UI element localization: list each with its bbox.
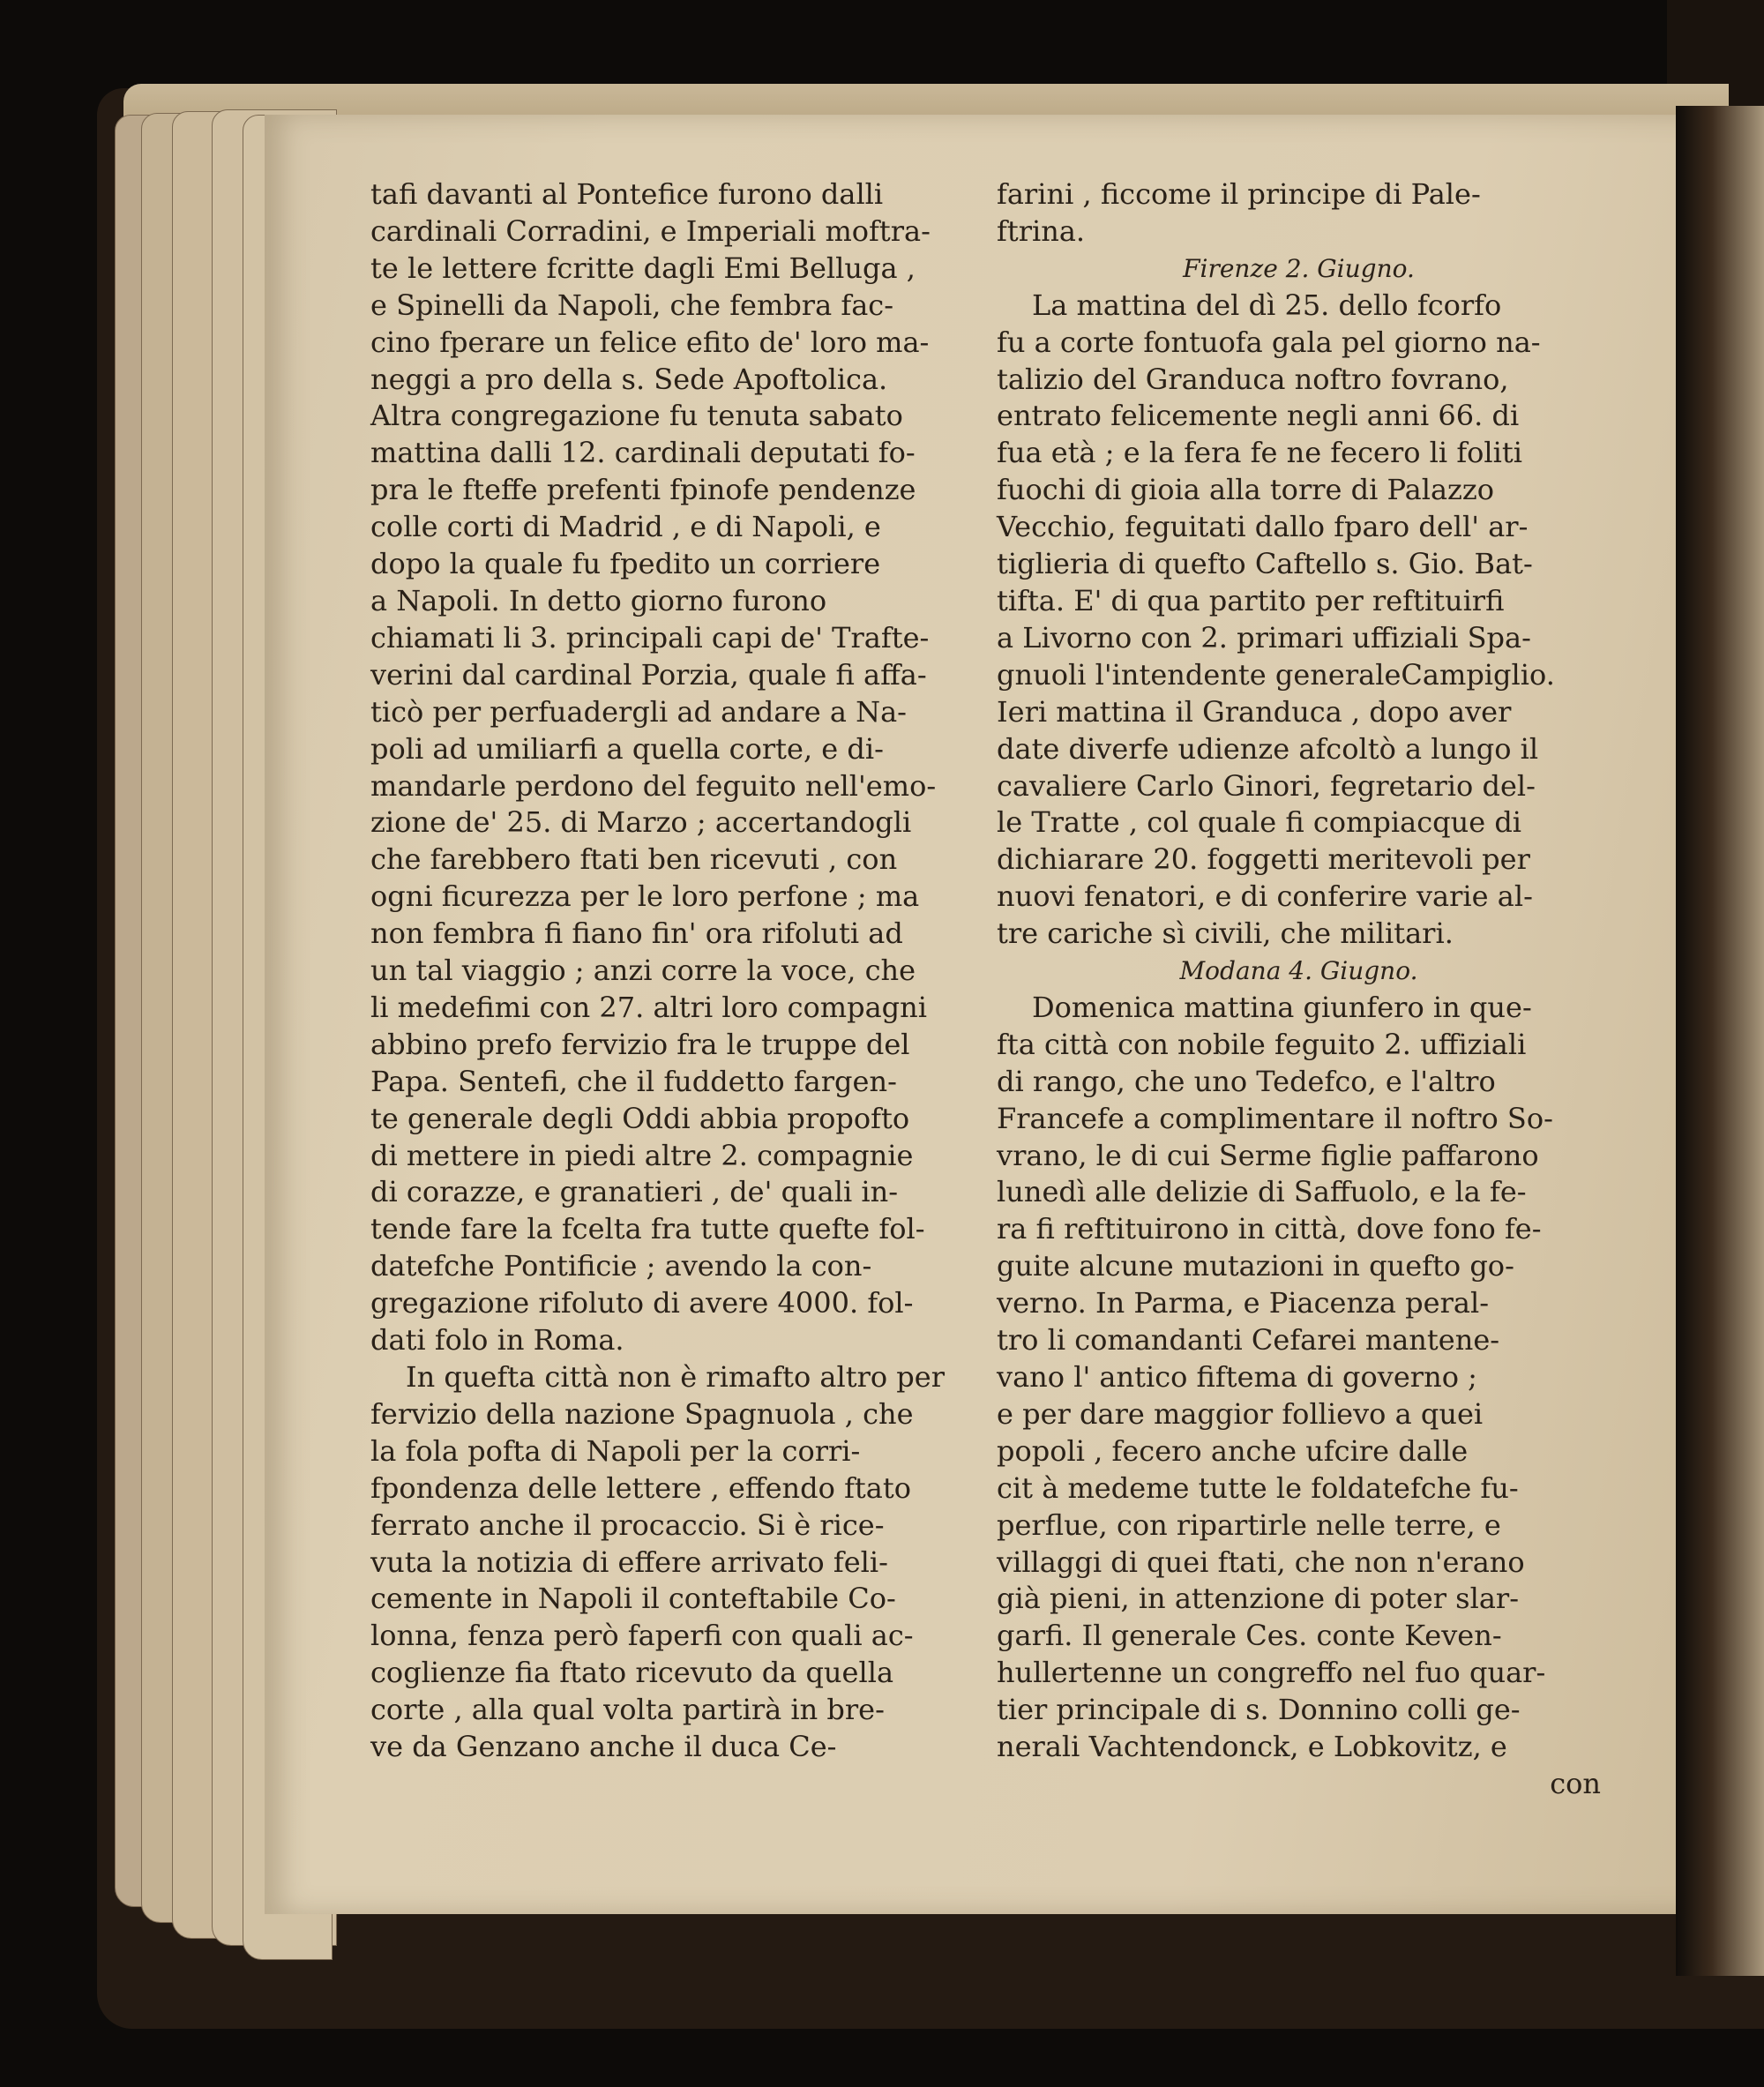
text-line: corte , alla qual volta partirà in bre- (370, 1693, 885, 1727)
text-line: le Tratte , col quale fi compiacque di (997, 805, 1522, 840)
text-line: la fola pofta di Napoli per la corri- (370, 1433, 861, 1468)
text-line: tier principale di s. Donnino colli ge- (997, 1693, 1521, 1727)
text-line: La mattina del dì 25. dello fcorfo (1032, 288, 1502, 322)
text-line: che farebbero ftati ben ricevuti , con (370, 842, 898, 877)
text-line: non fembra fi fiano fin' ora rifoluti ad (370, 916, 903, 951)
text-line: tafi davanti al Pontefice furono dalli (370, 177, 884, 211)
text-line: villaggi di quei ftati, che non n'erano (997, 1545, 1525, 1579)
text-line: ra fi reftituirono in città, dove fono fe- (997, 1212, 1542, 1246)
text-line: hullertenne un congreffo nel fuo quar- (997, 1656, 1546, 1690)
text-line: e per dare maggior follievo a quei (997, 1396, 1484, 1431)
text-line: datefche Pontificie ; avendo la con- (370, 1249, 872, 1283)
text-line: chiamati li 3. principali capi de' Trafte- (370, 620, 930, 655)
text-line: e Spinelli da Napoli, che fembra fac- (370, 288, 893, 322)
text-line: fta città con nobile feguito 2. uffiziali (997, 1027, 1527, 1061)
text-line: cino fperare un felice efito de' loro ma- (370, 325, 930, 359)
text-line: verini dal cardinal Porzia, quale fi affa- (370, 657, 927, 692)
text-line: fpondenza delle lettere , effendo ftato (370, 1470, 911, 1505)
text-line: di rango, che uno Tedefco, e l'altro (997, 1064, 1496, 1098)
text-line: ve da Genzano anche il duca Ce- (370, 1730, 837, 1764)
text-line: talizio del Granduca noftro fovrano, (997, 362, 1509, 396)
text-line: coglienze fia ftato ricevuto da quella (370, 1656, 894, 1690)
text-line: Vecchio, feguitati dallo fparo dell' ar- (997, 510, 1529, 544)
text-line: fuochi di gioia alla torre di Palazzo (997, 473, 1494, 507)
text-line: nuovi fenatori, e di conferire varie al- (997, 879, 1533, 914)
text-line: tifta. E' di qua partito per reftituirfi (997, 583, 1505, 617)
text-line: cardinali Corradini, e Imperiali moftra- (370, 213, 931, 248)
facing-page-gutter (1676, 106, 1764, 1976)
text-line: fua età ; e la fera fe ne fecero li foliti (997, 436, 1522, 470)
text-line: pra le fteffe prefenti fpinofe pendenze (370, 473, 916, 507)
text-line: dati folo in Roma. (370, 1323, 624, 1358)
text-line: già pieni, in attenzione di poter slar- (997, 1582, 1519, 1616)
text-line: ogni ficurezza per le loro perfone ; ma (370, 879, 920, 914)
text-line: li medefimi con 27. altri loro compagni (370, 990, 927, 1024)
text-line: dopo la quale fu fpedito un corriere (370, 547, 881, 581)
text-line: verno. In Parma, e Piacenza peral- (997, 1286, 1489, 1320)
text-line: cit à medeme tutte le foldatefche fu- (997, 1470, 1519, 1505)
text-line: Altra congregazione fu tenuta sabato (370, 399, 903, 433)
catchword: con (1550, 1766, 1601, 1800)
text-line: te generale degli Oddi abbia propofto (370, 1101, 910, 1135)
text-line: entrato felicemente negli anni 66. di (997, 399, 1520, 433)
text-line: vuta la notizia di effere arrivato feli- (370, 1545, 888, 1579)
text-line: mattina dalli 12. cardinali deputati fo- (370, 436, 916, 470)
text-line: fervizio della nazione Spagnuola , che (370, 1396, 914, 1431)
left-text-column (370, 176, 970, 1766)
text-line: ferrato anche il procaccio. Si è rice- (370, 1507, 885, 1542)
text-line: Ieri mattina il Granduca , dopo aver (997, 694, 1512, 729)
text-line: tro li comandanti Cefarei mantene- (997, 1323, 1500, 1358)
text-line: dichiarare 20. foggetti meritevoli per (997, 842, 1530, 877)
text-line: perflue, con ripartirle nelle terre, e (997, 1507, 1501, 1542)
dateline-heading-firenze: Firenze 2. Giugno. (1183, 253, 1415, 283)
text-line: cemente in Napoli il conteftabile Co- (370, 1582, 896, 1616)
text-line: vano l' antico fiftema di governo ; (997, 1360, 1477, 1394)
text-line: Domenica mattina giunfero in que- (1032, 990, 1532, 1024)
text-line: di mettere in piedi altre 2. compagnie (370, 1138, 914, 1172)
text-line: ftrina. (997, 213, 1086, 248)
text-line: poli ad umiliarfi a quella corte, e di- (370, 731, 884, 766)
text-line: mandarle perdono del feguito nell'emo- (370, 768, 937, 803)
text-line: neggi a pro della s. Sede Apoftolica. (370, 362, 888, 396)
text-line: tre cariche sì civili, che militari. (997, 916, 1454, 951)
dateline-heading-modana: Modana 4. Giugno. (1179, 956, 1418, 986)
text-line: fu a corte fontuofa gala pel giorno na- (997, 325, 1541, 359)
right-text-column (997, 176, 1601, 1803)
text-line: Papa. Sentefi, che il fuddetto fargen- (370, 1064, 897, 1098)
text-line: ticò per perfuadergli ad andare a Na- (370, 694, 907, 729)
text-line: tiglieria di quefto Caftello s. Gio. Bat- (997, 547, 1533, 581)
text-line: colle corti di Madrid , e di Napoli, e (370, 510, 881, 544)
text-line: a Napoli. In detto giorno furono (370, 583, 827, 617)
text-line: te le lettere fcritte dagli Emi Belluga , (370, 251, 916, 285)
text-line: di corazze, e granatieri , de' quali in- (370, 1175, 899, 1209)
text-line: abbino prefo fervizio fra le truppe del (370, 1027, 910, 1061)
text-line: date diverfe udienze afcoltò a lungo il (997, 731, 1539, 766)
text-line: popoli , fecero anche ufcire dalle (997, 1433, 1469, 1468)
text-line: gnuoli l'intendente generaleCampiglio. (997, 657, 1555, 692)
text-line: lunedì alle delizie di Saffuolo, e la fe- (997, 1175, 1527, 1209)
text-line: farini , ficcome il principe di Pale- (997, 177, 1481, 211)
text-line: vrano, le di cui Serme figlie paffarono (997, 1138, 1539, 1172)
text-line: lonna, fenza però faperfi con quali ac- (370, 1619, 914, 1653)
text-line: cavaliere Carlo Ginori, fegretario del- (997, 768, 1536, 803)
text-line: In quefta città non è rimafto altro per (406, 1360, 946, 1394)
text-line: tende fare la fcelta fra tutte quefte fol- (370, 1212, 925, 1246)
text-line: garfi. Il generale Ces. conte Keven- (997, 1619, 1502, 1653)
text-line: guite alcune mutazioni in quefto go- (997, 1249, 1514, 1283)
text-line: zione de' 25. di Marzo ; accertandogli (370, 805, 912, 840)
text-line: gregazione rifoluto di avere 4000. fol- (370, 1286, 914, 1320)
text-line: a Livorno con 2. primari uffiziali Spa- (997, 620, 1531, 655)
text-line: Francefe a complimentare il noftro So- (997, 1101, 1553, 1135)
text-line: un tal viaggio ; anzi corre la voce, che (370, 954, 916, 988)
text-line: nerali Vachtendonck, e Lobkovitz, e (997, 1730, 1507, 1764)
